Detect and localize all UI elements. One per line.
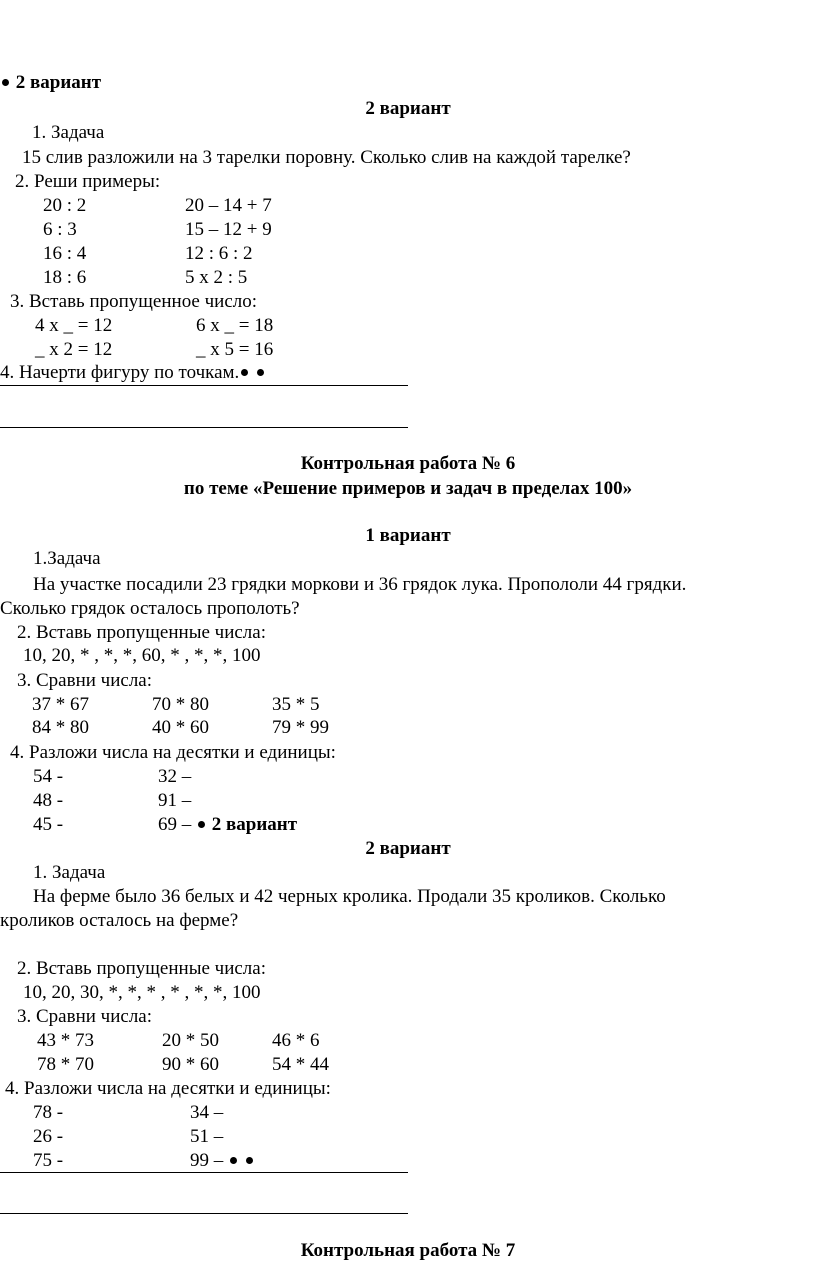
variant-heading-text: 2 вариант	[15, 72, 102, 93]
task-1-text: На ферме было 36 белых и 42 черных кролика. Продали 35 кроликов. Сколько	[33, 886, 666, 907]
compare-item: 43 * 73	[37, 1030, 94, 1051]
decompose-right-inline	[158, 814, 297, 836]
dot-icon	[230, 1157, 237, 1164]
example-left: 16 : 4	[43, 243, 87, 264]
compare-item: 35 * 5	[272, 694, 320, 715]
decompose-right: 51 –	[190, 1126, 224, 1147]
task-4-label: 4. Начерти фигуру по точкам.	[0, 362, 240, 383]
number-sequence: 10, 20, * , *, *, 60, * , *, *, 100	[23, 645, 261, 666]
compare-item: 46 * 6	[272, 1030, 320, 1051]
task-1-label: 1. Задача	[32, 122, 105, 143]
variant-heading-bullet	[0, 72, 101, 94]
task-4-label: 4. Разложи числа на десятки и единицы:	[5, 1078, 331, 1099]
task-1-text-cont: кроликов осталось на ферме?	[0, 910, 239, 931]
task-1-text: На участке посадили 23 грядки моркови и 36 грядок лука. Пропололи 44 грядки.	[33, 574, 687, 595]
task-4-line	[0, 362, 266, 384]
decompose-left: 54 -	[33, 766, 64, 787]
missing-left: _ х 2 = 12	[35, 339, 113, 360]
task-2-label: 2. Вставь пропущенные числа:	[17, 958, 266, 979]
missing-left: 4 х _ = 12	[35, 315, 113, 336]
compare-item: 70 * 80	[152, 694, 209, 715]
missing-right: _ х 5 = 16	[196, 339, 274, 360]
test-6-subtitle: по теме «Решение примеров и задач в пределах 100»	[183, 478, 633, 499]
task-1-text: 15 слив разложили на 3 тарелки поровну. Сколько слив на каждой тарелке?	[22, 147, 631, 168]
dot-icon	[246, 1157, 253, 1164]
variant-1-heading: 1 вариант	[365, 525, 451, 546]
example-right: 5 х 2 : 5	[185, 267, 248, 288]
task-3-label: 3. Сравни числа:	[17, 1006, 153, 1027]
divider-line	[0, 385, 408, 386]
decompose-left: 78 -	[33, 1102, 64, 1123]
task-3-label: 3. Сравни числа:	[17, 670, 153, 691]
variant-heading: 2 вариант	[365, 98, 451, 119]
missing-right: 6 х _ = 18	[196, 315, 274, 336]
example-right: 12 : 6 : 2	[185, 243, 253, 264]
compare-item: 54 * 44	[272, 1054, 329, 1075]
task-1-text-cont: Сколько грядок осталось прополоть?	[0, 598, 300, 619]
decompose-right: 32 –	[158, 766, 192, 787]
compare-item: 78 * 70	[37, 1054, 94, 1075]
decompose-left: 26 -	[33, 1126, 64, 1147]
task-4-label: 4. Разложи числа на десятки и единицы:	[10, 742, 336, 763]
compare-item: 79 * 99	[272, 717, 329, 738]
divider-line	[0, 1172, 408, 1173]
task-2-label: 2. Реши примеры:	[15, 171, 161, 192]
number-sequence: 10, 20, 30, *, *, * , * , *, *, 100	[23, 982, 261, 1003]
decompose-right: 34 –	[190, 1102, 224, 1123]
bullet-icon	[198, 821, 205, 828]
bullet-icon	[2, 79, 9, 86]
compare-item: 20 * 50	[162, 1030, 219, 1051]
divider-line	[0, 1213, 408, 1214]
example-left: 20 : 2	[43, 195, 87, 216]
compare-item: 90 * 60	[162, 1054, 219, 1075]
example-left: 18 : 6	[43, 267, 87, 288]
decompose-left: 75 -	[33, 1150, 64, 1171]
decompose-right: 99 –	[190, 1150, 224, 1171]
inline-variant-heading: 2 вариант	[211, 814, 298, 835]
test-6-title: Контрольная работа № 6	[300, 453, 516, 474]
example-right: 20 – 14 + 7	[185, 195, 272, 216]
task-2-label: 2. Вставь пропущенные числа:	[17, 622, 266, 643]
decompose-right: 69 –	[158, 814, 192, 835]
task-1-label: 1.Задача	[33, 548, 101, 569]
example-right: 15 – 12 + 9	[185, 219, 272, 240]
compare-item: 84 * 80	[32, 717, 89, 738]
compare-item: 40 * 60	[152, 717, 209, 738]
decompose-left: 45 -	[33, 814, 64, 835]
divider-line	[0, 427, 408, 428]
task-1-label: 1. Задача	[33, 862, 106, 883]
decompose-right-inline	[190, 1150, 255, 1172]
variant-2-heading: 2 вариант	[365, 838, 451, 859]
test-7-title: Контрольная работа № 7	[300, 1240, 516, 1261]
dot-icon	[257, 369, 264, 376]
decompose-left: 48 -	[33, 790, 64, 811]
task-3-label: 3. Вставь пропущенное число:	[10, 291, 258, 312]
dot-icon	[241, 369, 248, 376]
compare-item: 37 * 67	[32, 694, 89, 715]
example-left: 6 : 3	[43, 219, 77, 240]
decompose-right: 91 –	[158, 790, 192, 811]
